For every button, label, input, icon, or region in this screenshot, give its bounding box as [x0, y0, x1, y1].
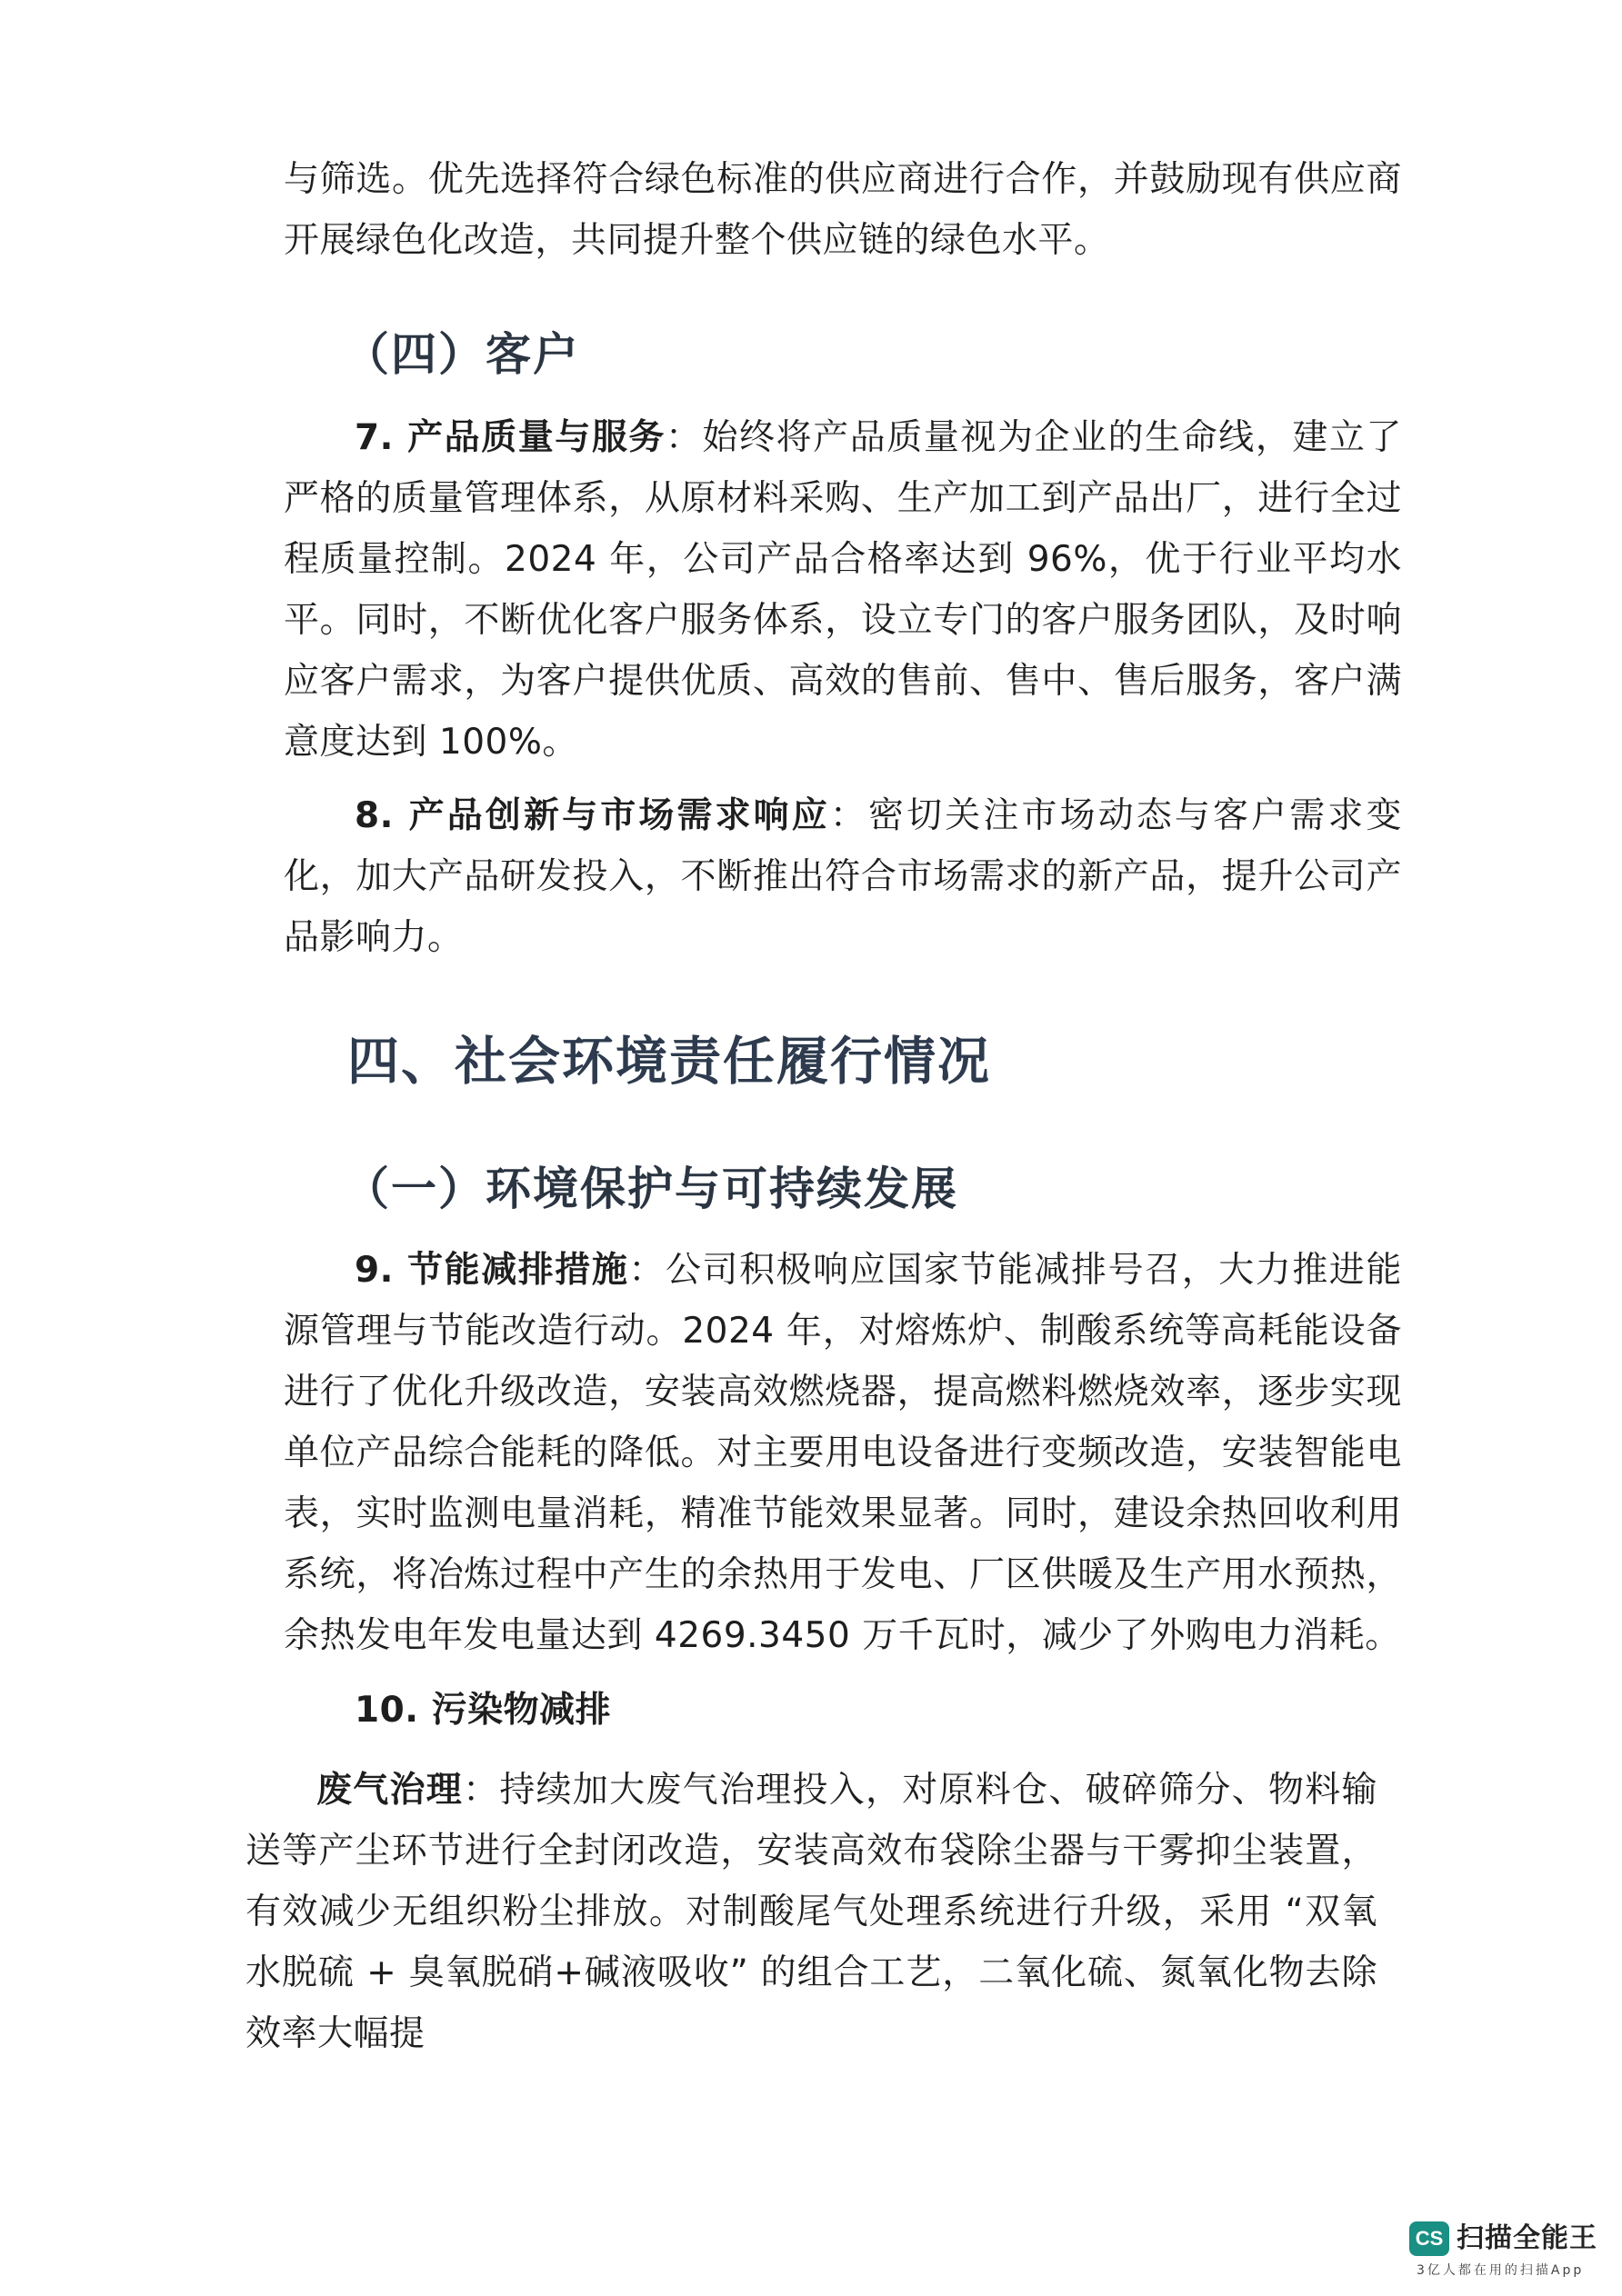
item-7-text: ：始终将产品质量视为企业的生命线，建立了严格的质量管理体系，从原材料采购、生产加工到产品出厂，进行全过程质量控制。2024 年，公司产品合格率达到 96%，优于行业平均水平。同时，不断优化客户服务体系，设立专门的客户服务团队，及时响应客户需求，为客户提供优质、高效的售前、售中、售后服务，客户满意度达到 100%。: [284, 417, 1402, 763]
item-9-text: ：公司积极响应国家节能减排号召，大力推进能源管理与节能改造行动。2024 年，对熔炼炉、制酸系统等高耗能设备进行了优化升级改造，安装高效燃烧器，提高燃料燃烧效率，逐步实现单位产品综合能耗的降低。对主要用电设备进行变频改造，安装智能电表，实时监测电量消耗，精准节能效果显著。同时，建设余热回收利用系统，将冶炼过程中产生的余热用于发电、厂区供暖及生产用水预热，余热发电年发电量达到 4269.3450 万千瓦时，减少了外购电力消耗。: [284, 1250, 1402, 1656]
paragraph-item-9: [284, 1240, 1402, 1666]
heading-environment: （一）环境保护与可持续发展: [344, 1163, 958, 1215]
paragraph-exhaust-gas: [245, 1760, 1377, 2064]
paragraph-text: 与筛选。优先选择符合绿色标准的供应商进行合作，并鼓励现有供应商开展绿色化改造，共同提升整个供应链的绿色水平。: [284, 159, 1402, 261]
item-7-label: 7. 产品质量与服务: [355, 417, 666, 458]
item-8-text: ：密切关注市场动态与客户需求变化，加大产品研发投入，不断推出符合市场需求的新产品，提升公司产品影响力。: [284, 795, 1402, 958]
item-8-label: 8. 产品创新与市场需求响应: [355, 795, 830, 836]
paragraph-item-7: [284, 407, 1402, 773]
watermark-subtitle: 3亿人都在用的扫描App: [1417, 2263, 1585, 2278]
watermark-app-name: 扫描全能王: [1457, 2222, 1597, 2254]
heading-customer: （四）客户: [344, 328, 580, 381]
paragraph-item-10: [284, 1680, 1402, 1741]
exhaust-gas-label: 废气治理: [316, 1770, 464, 1811]
exhaust-gas-text: ：持续加大废气治理投入，对原料仓、破碎筛分、物料输送等产尘环节进行全封闭改造，安装高效布袋除尘器与干雾抑尘装置，有效减少无组织粉尘排放。对制酸尾气处理系统进行升级，采用 “双氧水脱硫 + 臭氧脱硝+碱液吸收” 的组合工艺，二氧化硫、氮氧化物去除效率大幅提: [245, 1770, 1377, 2054]
item-10-label: 10. 污染物减排: [355, 1690, 612, 1731]
scanner-watermark: [1409, 2218, 1600, 2283]
camscanner-logo-icon: CS: [1409, 2221, 1449, 2256]
paragraph-supplier-continued: [284, 149, 1402, 271]
heading-section-4: 四、社会环境责任履行情况: [347, 1032, 991, 1092]
item-9-label: 9. 节能减排措施: [355, 1250, 629, 1291]
paragraph-item-8: [284, 785, 1402, 968]
